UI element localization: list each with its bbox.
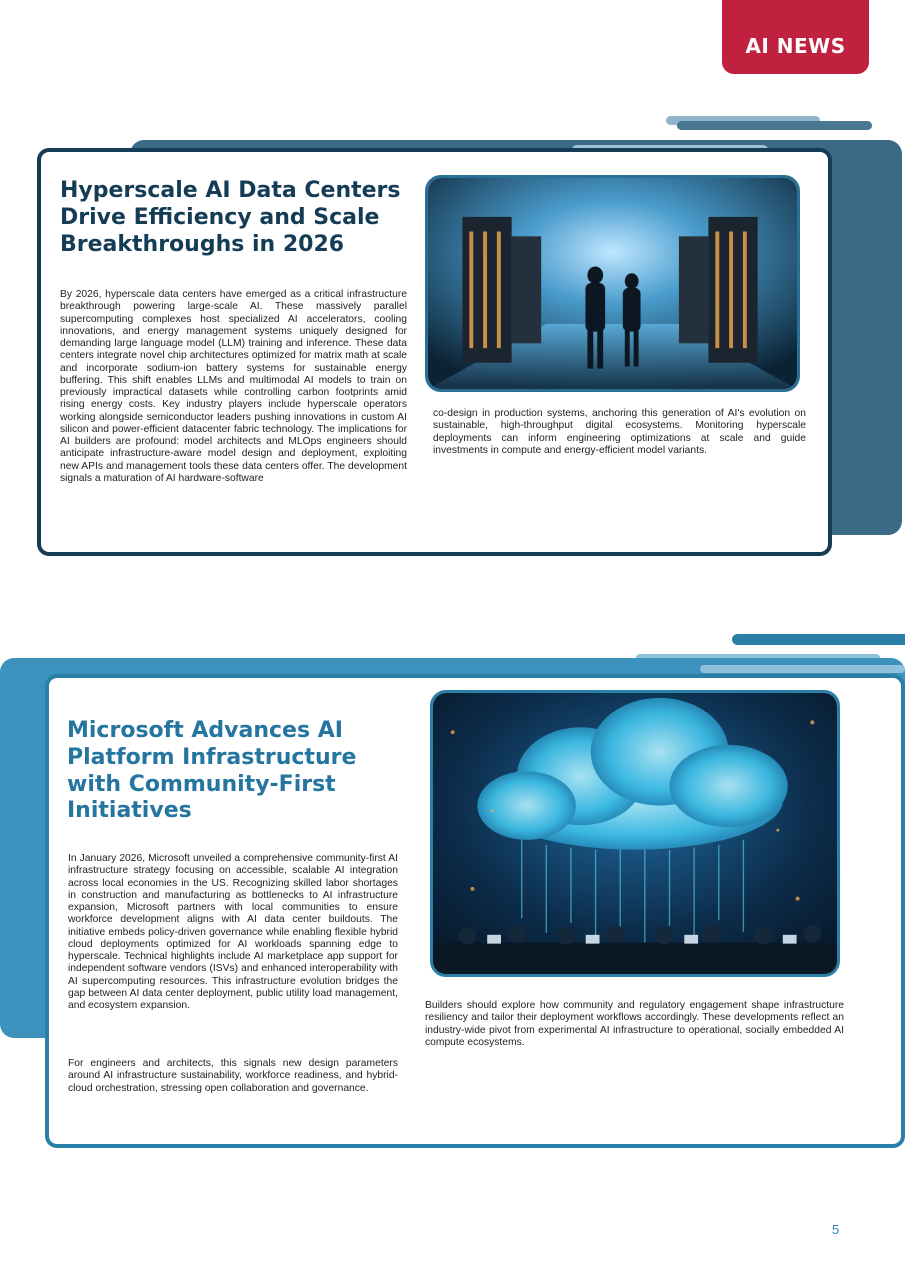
page-number: 5 bbox=[832, 1222, 840, 1237]
article-paragraph: In January 2026, Microsoft unveiled a comprehensive community-first AI infrastructure strategy focusing on accessible, scalable AI integration across local economies in the US. Recognizing skilled labor shortages in construction and manufacturing as bottlenecks to AI infrastructure expansion, Microsoft partners with local communities to ensure workforce development aligns with AI data center buildouts. The initiative embeds policy-driven governance while enabling flexible hybrid cloud deployments optimized for AI workloads spanning edge to hyperscale. Technical highlights include AI marketplace app support for independent software vendors (ISVs) and enhanced interoperability with AI supercomputing resources. This infrastructure evolution bridges the gap between AI data center deployment, public utility load management, and ecosystem expansion. bbox=[68, 853, 398, 1011]
article-body bbox=[68, 1058, 398, 1095]
article-title: Microsoft Advances AI Platform Infrastructure with Community-First Initiatives bbox=[67, 718, 357, 824]
article-body bbox=[68, 853, 398, 1012]
article-paragraph: For engineers and architects, this signals new design parameters around AI infrastructure sustainability, workforce readiness, and hybrid-cloud orchestration, stressing open collaboration and governance. bbox=[68, 1058, 398, 1094]
section-tag bbox=[722, 0, 869, 74]
decor-bar bbox=[700, 665, 905, 673]
article-body bbox=[433, 408, 806, 457]
decor-bar bbox=[677, 121, 872, 130]
article-body bbox=[425, 1000, 844, 1049]
decor-bar bbox=[732, 634, 905, 645]
article-paragraph: Builders should explore how community and regulatory engagement shape infrastructure resiliency and tailor their deployment workflows accordingly. These developments reflect an industry-wide pivot from experimental AI infrastructure to operational, socially embedded AI compute ecosystems. bbox=[425, 1000, 844, 1048]
data-center-image bbox=[425, 175, 800, 392]
cloud-network-image bbox=[430, 690, 840, 977]
article-body bbox=[60, 289, 407, 485]
article-title: Hyperscale AI Data Centers Drive Efficiency and Scale Breakthroughs in 2026 bbox=[60, 178, 401, 257]
article-paragraph: co-design in production systems, anchoring this generation of AI's evolution on sustainable, high-throughput digital ecosystems. Monitoring hyperscale deployments can inform engineering optimizations at scale and guide investments in compute and energy-efficient model variants. bbox=[433, 408, 806, 456]
section-tag-label: AI NEWS bbox=[745, 34, 846, 58]
article-paragraph: By 2026, hyperscale data centers have emerged as a critical infrastructure breakthrough powering large-scale AI. These massively parallel supercomputing complexes host specialized AI accelerators, cooling innovations, and energy management systems uniquely designed for demanding large language model (LLM) training and inference. These data centers integrate novel chip architectures optimized for matrix math at scale and incorporate sodium-ion battery systems for sustainable energy buffering. This shift enables LLMs and multimodal AI models to train on previously impractical datasets while controlling carbon footprints amid rising energy costs. Key industry players include hyperscale operators working alongside semiconductor leaders pushing innovations in custom AI silicon and power-efficient datacenter fabric technology. The implications for AI builders are profound: model architects and MLOps engineers should anticipate infrastructure-aware model design and deployment, exploiting new APIs and management tools these data centers offer. The development signals a maturation of AI hardware-software bbox=[60, 289, 407, 484]
